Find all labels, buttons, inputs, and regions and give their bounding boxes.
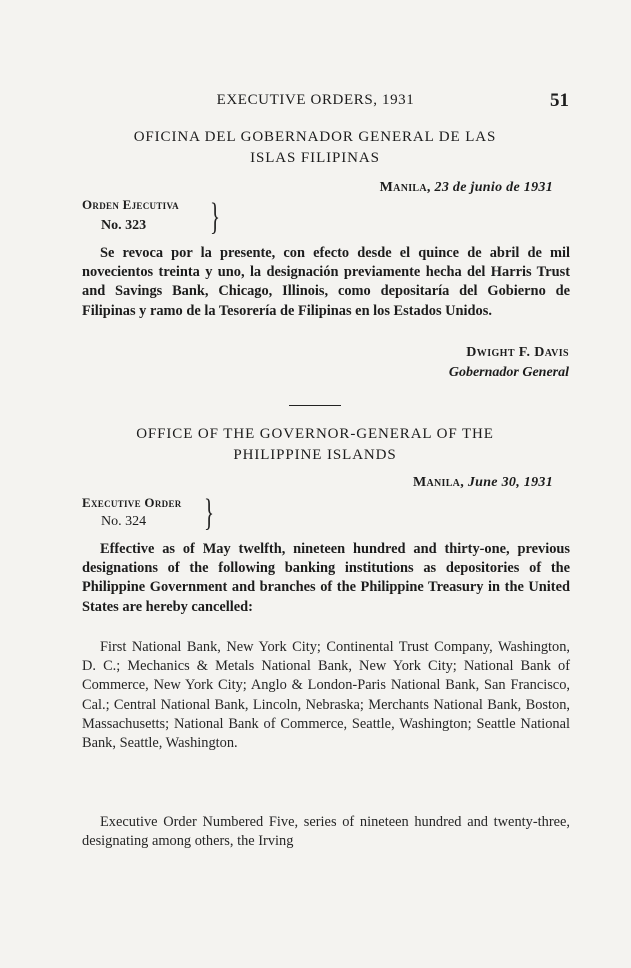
english-dateline-date: June 30, 1931 <box>467 475 553 490</box>
running-head-title: EXECUTIVE ORDERS, 1931 <box>216 92 415 108</box>
english-heading <box>60 424 570 466</box>
spanish-heading-line2: ISLAS FILIPINAS <box>250 150 380 166</box>
spanish-dateline-date: 23 de junio de 1931 <box>434 180 553 195</box>
english-paragraph-3: Executive Order Numbered Five, series of nineteen hundred and twenty-three, designating among others, the Irving <box>82 814 570 850</box>
spanish-order-brace: } <box>210 196 221 238</box>
spanish-body-paragraph: Se revoca por la presente, con efecto desde el quince de abril de mil novecientos treinta y uno, la designación previamente hecha del Harris Trust and Savings Bank, Chicago, Illinois, como depositaría del Gobierno de Filipinas y ramo de la Tesorería de Filipinas en los Estados Unidos. <box>82 245 570 319</box>
english-paragraph-1: Effective as of May twelfth, nineteen hundred and thirty-one, previous designations of the following banking institutions as depositories of the Philippine Government and branches of the Philippine Treasury in the United States are hereby cancelled: <box>82 541 570 615</box>
signature-title: Gobernador General <box>448 365 569 380</box>
page-number: 51 <box>550 90 569 111</box>
spanish-heading <box>60 127 570 169</box>
running-head <box>0 90 631 114</box>
spanish-signature <box>449 343 569 383</box>
english-heading-line1: OFFICE OF THE GOVERNOR-GENERAL OF THE <box>136 426 494 442</box>
english-order-brace: } <box>204 492 215 534</box>
spanish-order-number: No. 323 <box>101 218 147 233</box>
spanish-dateline-city: Manila, <box>379 180 431 195</box>
english-order-label: Executive Order <box>82 495 182 510</box>
spanish-dateline <box>380 180 553 196</box>
english-order-number: No. 324 <box>101 514 147 529</box>
section-divider <box>289 405 341 406</box>
spanish-heading-line1: OFICINA DEL GOBERNADOR GENERAL DE LAS <box>133 129 497 145</box>
english-dateline-city: Manila, <box>412 475 464 490</box>
english-paragraph-2: First National Bank, New York City; Continental Trust Company, Washington, D. C.; Mechanics & Metals National Bank, New York City; National Bank of Commerce, New York City; Anglo & London-Paris National Bank, San Francisco, Cal.; Central National Bank, Lincoln, Nebraska; Merchants National Bank, Boston, Massachusetts; National Bank of Commerce, Seattle, Washington; Seattle National Bank, Seattle, Washington. <box>82 639 570 752</box>
signature-name: Dwight F. Davis <box>466 345 569 360</box>
english-dateline <box>413 475 553 491</box>
english-heading-line2: PHILIPPINE ISLANDS <box>233 447 397 463</box>
spanish-order-label: Orden Ejecutiva <box>82 197 179 212</box>
